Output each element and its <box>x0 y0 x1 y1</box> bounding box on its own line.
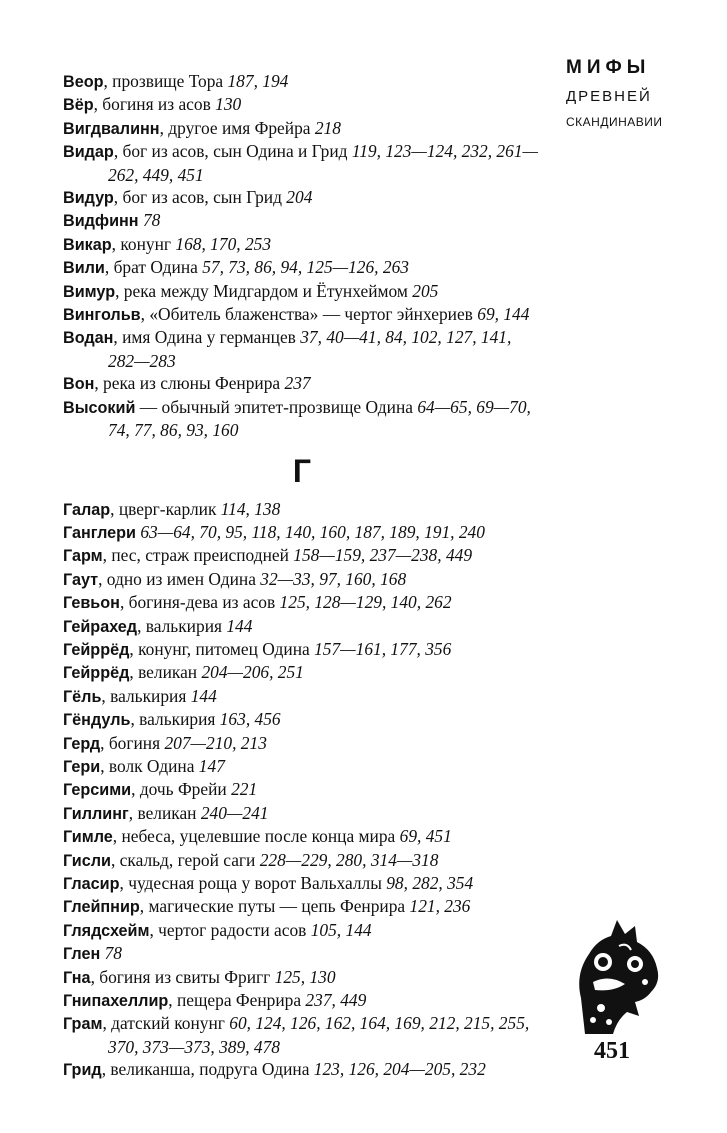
entry-term: Гейррёд <box>63 664 130 683</box>
entry-description: , конунг, питомец Одина <box>129 638 315 659</box>
entry-description: , великан <box>128 802 201 823</box>
index-entry <box>63 849 541 872</box>
index-entry <box>63 966 541 989</box>
entry-term: Глен <box>63 945 101 964</box>
index-entry <box>63 1012 541 1058</box>
book-title: МИФЫ <box>566 57 651 78</box>
entry-description: , одно из имен Одина <box>98 568 261 589</box>
entry-term: Гевьон <box>63 594 120 613</box>
index-entry <box>63 732 541 755</box>
entry-page-refs: 218 <box>314 117 341 138</box>
section-letter: Г <box>292 452 312 489</box>
index-section-g <box>63 498 541 1082</box>
index-entry <box>63 396 541 442</box>
index-entry <box>63 326 541 372</box>
entry-description: , великан <box>129 662 202 683</box>
index-entry <box>63 895 541 918</box>
entry-page-refs: 157—161, 177, 356 <box>314 638 452 659</box>
entry-description: , магические путы — цепь Фенрира <box>139 896 410 917</box>
entry-page-refs: 144 <box>190 685 217 706</box>
index-entry <box>63 591 541 614</box>
entry-page-refs: 60, 124, 126, 162, 164, 169, 212, 215, 255, 370, 373—373, 389, 478 <box>108 1013 530 1057</box>
entry-term: Гарм <box>63 547 103 566</box>
entry-description: , небеса, уцелевшие после конца мира <box>112 826 400 847</box>
entry-description: , река между Мидгардом и Ётунхеймом <box>115 280 413 301</box>
index-entry <box>63 544 541 567</box>
index-entry <box>63 872 541 895</box>
entry-description: , пещера Фенрира <box>168 990 306 1011</box>
entry-description: , великанша, подруга Одина <box>101 1059 314 1080</box>
entry-term: Грам <box>63 1015 103 1034</box>
entry-term: Вон <box>63 375 95 394</box>
entry-page-refs: 78 <box>104 943 122 964</box>
index-entry <box>63 1058 541 1081</box>
index-entry <box>63 93 541 116</box>
entry-description: , брат Одина <box>104 257 203 278</box>
entry-description: , чудесная роща у ворот Вальхаллы <box>119 873 387 893</box>
index-entry <box>63 942 541 965</box>
entry-term: Видар <box>63 143 114 162</box>
index-entry <box>63 209 541 232</box>
entry-term: Гна <box>63 968 91 987</box>
entry-page-refs: 158—159, 237—238, 449 <box>293 545 473 566</box>
index-entry <box>63 778 541 801</box>
entry-description: — обычный эпитет-прозвище Одина <box>135 396 418 417</box>
entry-page-refs: 69, 451 <box>399 826 452 847</box>
index-entry <box>63 802 541 825</box>
entry-term: Гласир <box>63 875 120 893</box>
entry-term: Герд <box>63 734 101 753</box>
entry-page-refs: 57, 73, 86, 94, 125—126, 263 <box>202 257 409 278</box>
index-entry <box>63 708 541 731</box>
entry-description: , богиня из асов <box>93 94 216 115</box>
entry-term: Видур <box>63 189 114 208</box>
entry-page-refs: 163, 456 <box>219 709 281 730</box>
entry-page-refs: 228—229, 280, 314—318 <box>259 849 439 870</box>
entry-description: , датский конунг <box>102 1013 230 1034</box>
entry-page-refs: 207—210, 213 <box>164 732 267 753</box>
entry-description: , имя Одина у германцев <box>113 327 301 348</box>
entry-description: , валькирия <box>137 615 227 636</box>
entry-description: , река из слюны Фенрира <box>94 373 285 394</box>
entry-term: Гиллинг <box>63 804 129 823</box>
entry-page-refs: 114, 138 <box>220 498 281 519</box>
index-entry <box>63 755 541 778</box>
index-entry <box>63 521 541 544</box>
entry-term: Высокий <box>63 398 136 417</box>
index-entry <box>63 117 541 140</box>
entry-term: Грид <box>63 1061 102 1080</box>
entry-term: Вигдвалинн <box>63 119 160 138</box>
entry-page-refs: 69, 144 <box>477 304 530 325</box>
entry-description: , волк Одина <box>100 755 199 776</box>
entry-description: , богиня-дева из асов <box>119 592 280 613</box>
entry-description: , богиня <box>100 732 165 753</box>
entry-description: , цверг-карлик <box>110 498 221 519</box>
entry-term: Гёндуль <box>63 711 131 730</box>
book-subtitle-line1: ДРЕВНЕЙ <box>566 88 652 105</box>
entry-page-refs: 221 <box>231 779 258 800</box>
entry-page-refs: 37, 40—41, 84, 102, 127, 141, 282—283 <box>108 327 512 371</box>
entry-page-refs: 105, 144 <box>310 919 372 940</box>
entry-description: , дочь Фрейи <box>131 779 232 800</box>
entry-description: , пес, страж преисподней <box>102 545 294 566</box>
page-number: 451 <box>594 1038 630 1064</box>
entry-page-refs: 121, 236 <box>409 896 471 917</box>
entry-page-refs: 32—33, 97, 160, 168 <box>260 568 407 589</box>
index-entry <box>63 685 541 708</box>
entry-page-refs: 187, 194 <box>227 71 289 91</box>
index-entry <box>63 256 541 279</box>
index-column <box>63 70 541 1082</box>
entry-description: , бог из асов, сын Грид <box>113 187 287 208</box>
index-entry <box>63 919 541 942</box>
entry-term: Веор <box>63 73 104 91</box>
entry-term: Видфинн <box>63 212 139 231</box>
entry-page-refs: 64—65, 69—70, 74, 77, 86, 93, 160 <box>108 396 531 441</box>
entry-description: , скальд, герой саги <box>110 849 260 870</box>
index-entry <box>63 372 541 395</box>
entry-page-refs: 237, 449 <box>305 990 367 1011</box>
index-entry <box>63 303 541 326</box>
entry-term: Галар <box>63 500 111 519</box>
entry-term: Ганглери <box>63 523 136 542</box>
entry-term: Герсими <box>63 781 132 800</box>
entry-page-refs: 240—241 <box>200 802 269 823</box>
entry-page-refs: 119, 123—124, 232, 261—262, 449, 451 <box>108 141 538 185</box>
entry-page-refs: 168, 170, 253 <box>175 233 272 254</box>
entry-term: Гнипахеллир <box>63 992 169 1011</box>
entry-page-refs: 205 <box>412 280 439 301</box>
entry-page-refs: 98, 282, 354 <box>386 873 474 893</box>
entry-term: Глейпнир <box>63 898 140 917</box>
entry-description: , конунг <box>111 233 176 254</box>
entry-term: Гёль <box>63 687 102 706</box>
index-entry <box>63 233 541 256</box>
entry-page-refs: 123, 126, 204—205, 232 <box>313 1059 486 1080</box>
running-header <box>566 54 686 132</box>
entry-term: Гейррёд <box>63 640 130 659</box>
index-section-v <box>63 70 541 442</box>
index-entry <box>63 280 541 303</box>
index-entry <box>63 638 541 661</box>
index-entry <box>63 825 541 848</box>
index-entry <box>63 989 541 1012</box>
entry-page-refs: 144 <box>226 615 253 636</box>
entry-page-refs: 125, 130 <box>274 966 336 987</box>
entry-term: Вимур <box>63 282 116 301</box>
index-entry <box>63 498 541 521</box>
index-entry <box>63 140 541 186</box>
dragon-head-ornament-icon <box>565 916 665 1036</box>
entry-description: , «Обитель блаженства» — чертог эйнхериев <box>140 304 478 325</box>
index-entry <box>63 615 541 638</box>
index-entry <box>63 70 541 93</box>
entry-description: , бог из асов, сын Одина и Грид <box>113 141 352 162</box>
entry-term: Глядсхейм <box>63 921 150 940</box>
entry-term: Гери <box>63 757 101 776</box>
entry-description: , чертог радости асов <box>149 919 311 940</box>
entry-page-refs: 237 <box>284 373 311 394</box>
index-entry <box>63 568 541 591</box>
entry-term: Викар <box>63 235 112 254</box>
entry-description: , богиня из свиты Фригг <box>90 966 275 987</box>
entry-page-refs: 78 <box>142 210 161 231</box>
entry-term: Водан <box>63 329 114 348</box>
entry-page-refs: 204—206, 251 <box>201 662 304 683</box>
entry-term: Гимле <box>63 828 113 847</box>
entry-term: Гисли <box>63 851 111 870</box>
entry-term: Вили <box>63 259 105 278</box>
entry-page-refs: 147 <box>198 755 225 776</box>
entry-description: , валькирия <box>130 709 220 730</box>
entry-term: Вёр <box>63 96 94 115</box>
entry-description: , валькирия <box>101 685 191 706</box>
entry-page-refs: 63—64, 70, 95, 118, 140, 160, 187, 189, 191, 240 <box>140 521 485 542</box>
index-entry <box>63 186 541 209</box>
entry-page-refs: 130 <box>215 94 242 115</box>
entry-term: Вингольв <box>63 306 141 325</box>
entry-term: Гейрахед <box>63 617 138 636</box>
index-entry <box>63 661 541 684</box>
entry-term: Гаут <box>63 570 99 589</box>
entry-page-refs: 125, 128—129, 140, 262 <box>279 592 452 613</box>
book-subtitle-line2: СКАНДИНАВИИ <box>566 115 663 129</box>
entry-description: , другое имя Фрейра <box>159 117 315 138</box>
entry-description: , прозвище Тора <box>103 71 228 91</box>
entry-page-refs: 204 <box>286 187 313 208</box>
